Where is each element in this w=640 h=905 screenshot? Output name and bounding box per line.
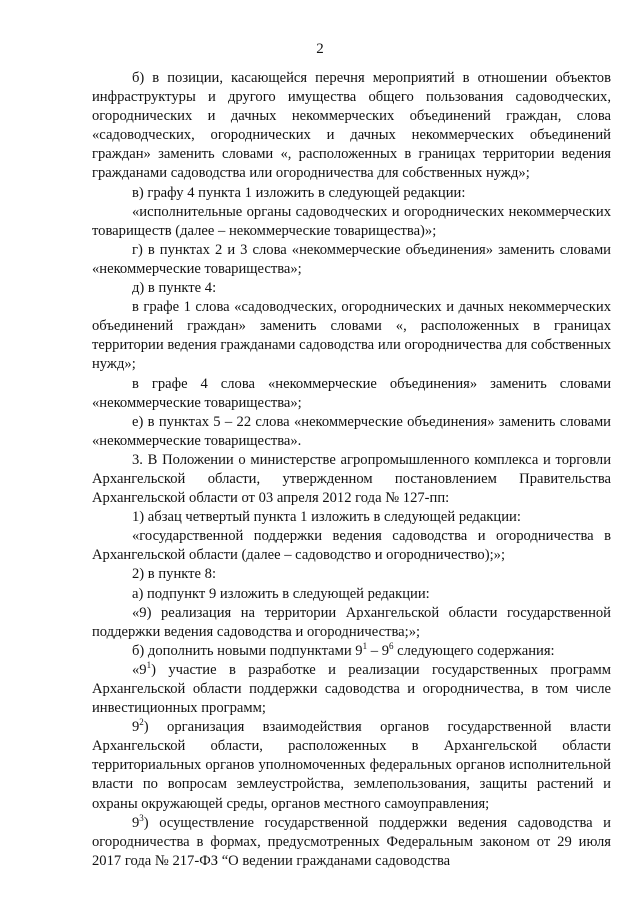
- text-run: «9: [132, 661, 147, 678]
- paragraph: а) подпункт 9 изложить в следующей редакции:: [132, 585, 430, 602]
- document-body: [92, 69, 611, 871]
- superscript: 1: [362, 640, 368, 651]
- text-run: следующего содержания:: [393, 642, 555, 659]
- paragraph: в) графу 4 пункта 1 изложить в следующей редакции:: [132, 184, 466, 201]
- paragraph: [92, 642, 611, 661]
- paragraph: е) в пунктах 5 – 22 слова «некоммерческие объединения» заменить словами «некоммерческие товарищества».: [92, 413, 611, 449]
- paragraph: [92, 661, 611, 718]
- paragraph: [92, 814, 611, 871]
- paragraph: 1) абзац четвертый пункта 1 изложить в следующей редакции:: [132, 509, 521, 526]
- superscript: 3: [139, 812, 144, 823]
- superscript: 6: [389, 640, 394, 651]
- paragraph: в графе 4 слова «некоммерческие объединения» заменить словами «некоммерческие товарищества»;: [92, 375, 611, 411]
- paragraph: 3. В Положении о министерстве агропромышленного комплекса и торговли Архангельской области, утвержденном постановлением Правительства Архангельской области от 03 апреля 2012 года № 127-пп:: [92, 451, 611, 507]
- text-run: ) участие в разработке и реализации государственных программ Архангельской области поддержки садоводства и огородничества, в том числе инвестиционных программ;: [92, 661, 611, 717]
- text-run: 9: [132, 719, 140, 736]
- paragraph: «исполнительные органы садоводческих и огороднических некоммерческих товариществ (далее – некоммерческие товарищества)»;: [92, 203, 611, 239]
- text-run: б) дополнить новыми подпунктами 9: [132, 642, 363, 659]
- paragraph: д) в пункте 4:: [132, 280, 217, 297]
- paragraph: «9) реализация на территории Архангельской области государственной поддержки ведения садоводства и огородничества;»;: [92, 604, 611, 640]
- paragraph: б) в позиции, касающейся перечня мероприятий в отношении объектов инфраструктуры и другого имущества общего пользования садоводческих, огороднических и дачных некоммерческих объединений граждан, слова «садоводческих, огороднических и дачных некоммерческих объединений граждан» заменить словами «, расположенных в границах территории ведения гражданами садоводства или огородничества для собственных нужд»;: [92, 70, 611, 182]
- text-run: ) организация взаимодействия органов государственной власти Архангельской области, расположенных в Архангельской области территориальных органов уполномоченных федеральных органов исполнительной власти по вопросам землеустройства, землепользования, защиты растений и охраны окружающей среды, органов местного самоуправления;: [92, 719, 611, 812]
- paragraph: «государственной поддержки ведения садоводства и огородничества в Архангельской области (далее – садоводство и огородничество);»;: [92, 528, 611, 564]
- superscript: 1: [146, 659, 152, 670]
- paragraph: в графе 1 слова «садоводческих, огороднических и дачных некоммерческих объединений граждан» заменить словами «, расположенных в границах территории ведения гражданами садоводства или огородничества для собственных нужд»;: [92, 299, 611, 373]
- text-run: ) осуществление государственной поддержки ведения садоводства и огородничества в формах, предусмотренных Федеральным законом от 29 июля 2017 года № 217-ФЗ “О ведении гражданами садоводства: [92, 814, 611, 869]
- text-run: 9: [132, 814, 140, 831]
- paragraph: г) в пунктах 2 и 3 слова «некоммерческие объединения» заменить словами «некоммерческие товарищества»;: [92, 241, 611, 277]
- page-number: 2: [316, 41, 324, 57]
- paragraph: 2) в пункте 8:: [132, 566, 217, 583]
- paragraph: [92, 718, 611, 813]
- text-run: – 9: [367, 642, 389, 659]
- superscript: 2: [139, 717, 144, 728]
